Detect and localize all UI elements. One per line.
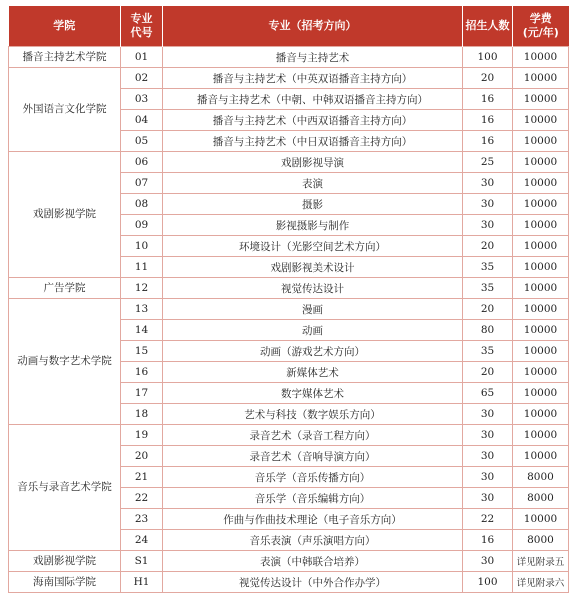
major-cell: 录音艺术（录音工程方向）	[163, 425, 463, 446]
code-cell: 04	[121, 110, 163, 131]
major-cell: 录音艺术（音响导演方向）	[163, 446, 463, 467]
fee-cell: 10000	[513, 404, 569, 425]
major-cell: 作曲与作曲技术理论（电子音乐方向）	[163, 509, 463, 530]
major-cell: 戏剧影视美术设计	[163, 257, 463, 278]
table-body	[9, 47, 569, 593]
fee-cell: 10000	[513, 215, 569, 236]
code-cell: H1	[121, 572, 163, 593]
major-cell: 戏剧影视导演	[163, 152, 463, 173]
major-cell: 播音与主持艺术（中英双语播音主持方向）	[163, 68, 463, 89]
table-row	[9, 68, 569, 89]
fee-cell: 10000	[513, 362, 569, 383]
major-cell: 数字媒体艺术	[163, 383, 463, 404]
fee-cell: 10000	[513, 173, 569, 194]
major-cell: 动画（游戏艺术方向）	[163, 341, 463, 362]
count-cell: 35	[463, 341, 513, 362]
count-cell: 20	[463, 68, 513, 89]
count-cell: 20	[463, 299, 513, 320]
fee-cell: 10000	[513, 341, 569, 362]
code-cell: 15	[121, 341, 163, 362]
header-fee-line2: (元/年)	[522, 26, 559, 39]
admissions-table	[8, 6, 569, 593]
major-cell: 视觉传达设计	[163, 278, 463, 299]
header-code-line2: 代号	[130, 26, 153, 39]
count-cell: 100	[463, 572, 513, 593]
count-cell: 30	[463, 551, 513, 572]
code-cell: 18	[121, 404, 163, 425]
major-cell: 播音与主持艺术（中西双语播音主持方向）	[163, 110, 463, 131]
header-college: 学院	[9, 6, 121, 47]
major-cell: 播音与主持艺术（中朝、中韩双语播音主持方向）	[163, 89, 463, 110]
fee-cell: 8000	[513, 488, 569, 509]
table-row	[9, 425, 569, 446]
table-header	[9, 6, 569, 47]
count-cell: 16	[463, 131, 513, 152]
college-cell: 广告学院	[9, 278, 121, 299]
count-cell: 30	[463, 446, 513, 467]
major-cell: 播音与主持艺术（中日双语播音主持方向）	[163, 131, 463, 152]
table-row	[9, 551, 569, 572]
header-fee-line1: 学费	[529, 12, 552, 25]
code-cell: 19	[121, 425, 163, 446]
fee-cell: 详见附录六	[513, 572, 569, 593]
count-cell: 30	[463, 215, 513, 236]
major-cell: 音乐表演（声乐演唱方向）	[163, 530, 463, 551]
count-cell: 30	[463, 194, 513, 215]
header-count: 招生人数	[463, 6, 513, 47]
count-cell: 35	[463, 278, 513, 299]
fee-cell: 10000	[513, 131, 569, 152]
college-cell: 外国语言文化学院	[9, 68, 121, 152]
major-cell: 视觉传达设计（中外合作办学）	[163, 572, 463, 593]
college-cell: 戏剧影视学院	[9, 152, 121, 278]
code-cell: 21	[121, 467, 163, 488]
header-code-line1: 专业	[130, 12, 153, 25]
count-cell: 30	[463, 488, 513, 509]
code-cell: 16	[121, 362, 163, 383]
major-cell: 摄影	[163, 194, 463, 215]
code-cell: 12	[121, 278, 163, 299]
fee-cell: 10000	[513, 89, 569, 110]
fee-cell: 10000	[513, 236, 569, 257]
fee-cell: 10000	[513, 425, 569, 446]
count-cell: 30	[463, 467, 513, 488]
fee-cell: 10000	[513, 278, 569, 299]
table-row	[9, 572, 569, 593]
code-cell: 22	[121, 488, 163, 509]
major-cell: 音乐学（音乐编辑方向）	[163, 488, 463, 509]
fee-cell: 8000	[513, 530, 569, 551]
major-cell: 表演	[163, 173, 463, 194]
fee-cell: 10000	[513, 47, 569, 68]
code-cell: 05	[121, 131, 163, 152]
admissions-table-wrapper	[8, 6, 568, 593]
count-cell: 65	[463, 383, 513, 404]
code-cell: 03	[121, 89, 163, 110]
major-cell: 艺术与科技（数字娱乐方向）	[163, 404, 463, 425]
fee-cell: 8000	[513, 467, 569, 488]
college-cell: 戏剧影视学院	[9, 551, 121, 572]
major-cell: 表演（中韩联合培养）	[163, 551, 463, 572]
major-cell: 新媒体艺术	[163, 362, 463, 383]
major-cell: 环境设计（光影空间艺术方向）	[163, 236, 463, 257]
table-row	[9, 299, 569, 320]
count-cell: 22	[463, 509, 513, 530]
header-major: 专业（招考方向）	[163, 6, 463, 47]
header-fee	[513, 6, 569, 47]
count-cell: 20	[463, 362, 513, 383]
fee-cell: 10000	[513, 68, 569, 89]
fee-cell: 10000	[513, 194, 569, 215]
code-cell: 07	[121, 173, 163, 194]
header-row	[9, 6, 569, 47]
major-cell: 漫画	[163, 299, 463, 320]
count-cell: 30	[463, 425, 513, 446]
fee-cell: 10000	[513, 152, 569, 173]
college-cell: 动画与数字艺术学院	[9, 299, 121, 425]
count-cell: 16	[463, 530, 513, 551]
code-cell: 13	[121, 299, 163, 320]
code-cell: 23	[121, 509, 163, 530]
fee-cell: 10000	[513, 446, 569, 467]
major-cell: 动画	[163, 320, 463, 341]
count-cell: 80	[463, 320, 513, 341]
count-cell: 16	[463, 89, 513, 110]
fee-cell: 10000	[513, 257, 569, 278]
table-row	[9, 152, 569, 173]
count-cell: 35	[463, 257, 513, 278]
college-cell: 播音主持艺术学院	[9, 47, 121, 68]
count-cell: 30	[463, 404, 513, 425]
table-row	[9, 278, 569, 299]
table-row	[9, 47, 569, 68]
code-cell: 08	[121, 194, 163, 215]
fee-cell: 详见附录五	[513, 551, 569, 572]
count-cell: 100	[463, 47, 513, 68]
count-cell: 30	[463, 173, 513, 194]
code-cell: 01	[121, 47, 163, 68]
fee-cell: 10000	[513, 320, 569, 341]
code-cell: S1	[121, 551, 163, 572]
count-cell: 16	[463, 110, 513, 131]
college-cell: 海南国际学院	[9, 572, 121, 593]
count-cell: 20	[463, 236, 513, 257]
major-cell: 音乐学（音乐传播方向）	[163, 467, 463, 488]
count-cell: 25	[463, 152, 513, 173]
code-cell: 17	[121, 383, 163, 404]
code-cell: 24	[121, 530, 163, 551]
code-cell: 10	[121, 236, 163, 257]
college-cell: 音乐与录音艺术学院	[9, 425, 121, 551]
major-cell: 播音与主持艺术	[163, 47, 463, 68]
fee-cell: 10000	[513, 509, 569, 530]
code-cell: 02	[121, 68, 163, 89]
code-cell: 14	[121, 320, 163, 341]
fee-cell: 10000	[513, 110, 569, 131]
fee-cell: 10000	[513, 383, 569, 404]
fee-cell: 10000	[513, 299, 569, 320]
code-cell: 06	[121, 152, 163, 173]
header-code	[121, 6, 163, 47]
major-cell: 影视摄影与制作	[163, 215, 463, 236]
code-cell: 20	[121, 446, 163, 467]
code-cell: 09	[121, 215, 163, 236]
code-cell: 11	[121, 257, 163, 278]
